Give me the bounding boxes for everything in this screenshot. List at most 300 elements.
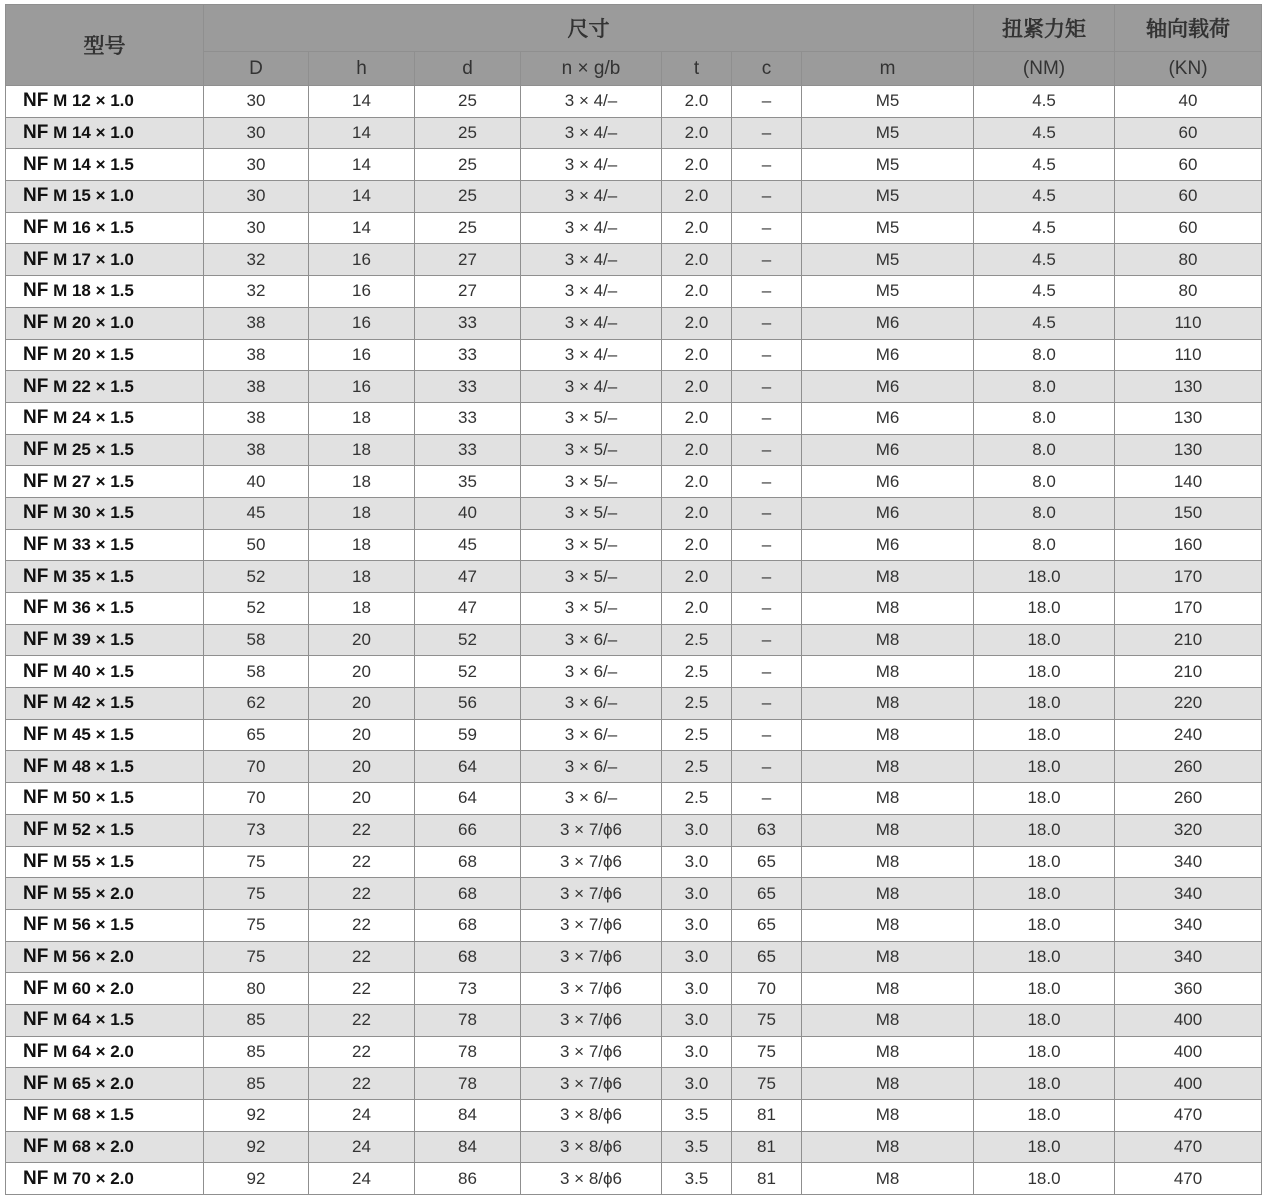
cell-load: 80 (1115, 244, 1262, 276)
cell-t: 2.0 (662, 466, 732, 498)
model-cell (6, 751, 204, 783)
cell-load: 60 (1115, 117, 1262, 149)
cell-ngb: 3 × 8/ϕ6 (521, 1163, 662, 1195)
cell-h: 14 (309, 181, 415, 213)
cell-d: 86 (415, 1163, 521, 1195)
cell-h: 22 (309, 941, 415, 973)
model-prefix: NF (23, 977, 49, 999)
cell-ngb: 3 × 6/– (521, 719, 662, 751)
model-cell (6, 529, 204, 561)
col-header-h: h (309, 52, 415, 86)
model-prefix: NF (23, 660, 49, 682)
model-code: M 70 × 2.0 (53, 1168, 134, 1188)
cell-load: 130 (1115, 434, 1262, 466)
cell-m: M8 (802, 909, 974, 941)
col-header-m: m (802, 52, 974, 86)
model-cell (6, 593, 204, 625)
model-cell (6, 783, 204, 815)
cell-c: 81 (732, 1100, 802, 1132)
cell-t: 2.5 (662, 656, 732, 688)
cell-t: 2.0 (662, 593, 732, 625)
cell-D: 80 (204, 973, 309, 1005)
cell-load: 360 (1115, 973, 1262, 1005)
model-prefix: NF (23, 90, 49, 112)
cell-m: M8 (802, 1068, 974, 1100)
cell-load: 340 (1115, 878, 1262, 910)
cell-c: – (732, 244, 802, 276)
cell-torque: 18.0 (974, 1131, 1115, 1163)
cell-load: 60 (1115, 181, 1262, 213)
model-prefix: NF (23, 565, 49, 587)
cell-m: M5 (802, 117, 974, 149)
cell-ngb: 3 × 5/– (521, 402, 662, 434)
cell-m: M6 (802, 466, 974, 498)
cell-load: 60 (1115, 149, 1262, 181)
cell-load: 340 (1115, 846, 1262, 878)
cell-t: 2.5 (662, 624, 732, 656)
cell-c: – (732, 339, 802, 371)
cell-d: 52 (415, 656, 521, 688)
cell-h: 22 (309, 1036, 415, 1068)
cell-D: 73 (204, 814, 309, 846)
model-code: M 24 × 1.5 (53, 408, 134, 428)
cell-ngb: 3 × 5/– (521, 561, 662, 593)
cell-t: 3.5 (662, 1163, 732, 1195)
cell-t: 2.0 (662, 86, 732, 118)
cell-c: 81 (732, 1163, 802, 1195)
cell-m: M5 (802, 149, 974, 181)
cell-load: 220 (1115, 688, 1262, 720)
cell-torque: 18.0 (974, 1036, 1115, 1068)
model-cell (6, 973, 204, 1005)
cell-h: 24 (309, 1163, 415, 1195)
model-cell (6, 276, 204, 308)
model-cell (6, 561, 204, 593)
cell-m: M8 (802, 751, 974, 783)
cell-D: 58 (204, 624, 309, 656)
cell-d: 78 (415, 1068, 521, 1100)
cell-h: 22 (309, 814, 415, 846)
cell-D: 30 (204, 117, 309, 149)
model-code: M 22 × 1.5 (53, 376, 134, 396)
cell-m: M8 (802, 1036, 974, 1068)
cell-d: 84 (415, 1131, 521, 1163)
cell-D: 30 (204, 212, 309, 244)
cell-t: 3.5 (662, 1100, 732, 1132)
cell-D: 52 (204, 593, 309, 625)
cell-torque: 18.0 (974, 973, 1115, 1005)
model-code: M 27 × 1.5 (53, 471, 134, 491)
cell-h: 18 (309, 497, 415, 529)
table-row (6, 656, 1262, 688)
cell-torque: 18.0 (974, 1004, 1115, 1036)
table-row (6, 941, 1262, 973)
cell-ngb: 3 × 7/ϕ6 (521, 1068, 662, 1100)
model-prefix: NF (23, 185, 49, 207)
col-header-D: D (204, 52, 309, 86)
cell-torque: 4.5 (974, 212, 1115, 244)
cell-D: 50 (204, 529, 309, 561)
table-row (6, 1004, 1262, 1036)
cell-h: 22 (309, 909, 415, 941)
cell-D: 85 (204, 1004, 309, 1036)
cell-ngb: 3 × 5/– (521, 434, 662, 466)
cell-D: 30 (204, 149, 309, 181)
cell-h: 20 (309, 719, 415, 751)
dimensions-header: 尺寸 (204, 5, 974, 52)
model-code: M 18 × 1.5 (53, 281, 134, 301)
model-code: M 39 × 1.5 (53, 630, 134, 650)
model-prefix: NF (23, 217, 49, 239)
model-prefix: NF (23, 755, 49, 777)
model-cell (6, 814, 204, 846)
cell-t: 3.0 (662, 1004, 732, 1036)
cell-m: M5 (802, 244, 974, 276)
cell-ngb: 3 × 5/– (521, 466, 662, 498)
cell-t: 3.0 (662, 814, 732, 846)
model-prefix: NF (23, 470, 49, 492)
model-code: M 56 × 2.0 (53, 946, 134, 966)
cell-torque: 18.0 (974, 878, 1115, 910)
cell-ngb: 3 × 4/– (521, 181, 662, 213)
model-prefix: NF (23, 1040, 49, 1062)
cell-load: 400 (1115, 1036, 1262, 1068)
cell-D: 75 (204, 909, 309, 941)
model-cell (6, 181, 204, 213)
cell-h: 20 (309, 624, 415, 656)
cell-h: 14 (309, 86, 415, 118)
cell-m: M8 (802, 719, 974, 751)
cell-torque: 18.0 (974, 1068, 1115, 1100)
cell-t: 2.0 (662, 402, 732, 434)
cell-ngb: 3 × 7/ϕ6 (521, 814, 662, 846)
cell-c: – (732, 593, 802, 625)
cell-h: 20 (309, 688, 415, 720)
table-row (6, 117, 1262, 149)
table-row (6, 212, 1262, 244)
cell-d: 35 (415, 466, 521, 498)
cell-c: 75 (732, 1068, 802, 1100)
cell-D: 40 (204, 466, 309, 498)
model-prefix: NF (23, 1167, 49, 1189)
cell-m: M5 (802, 181, 974, 213)
cell-c: 65 (732, 909, 802, 941)
model-prefix: NF (23, 629, 49, 651)
table-row (6, 466, 1262, 498)
cell-load: 340 (1115, 941, 1262, 973)
cell-ngb: 3 × 6/– (521, 624, 662, 656)
cell-D: 38 (204, 307, 309, 339)
cell-load: 260 (1115, 783, 1262, 815)
table-row (6, 149, 1262, 181)
cell-torque: 8.0 (974, 497, 1115, 529)
model-code: M 40 × 1.5 (53, 661, 134, 681)
model-cell (6, 1163, 204, 1195)
cell-c: – (732, 719, 802, 751)
model-prefix: NF (23, 407, 49, 429)
model-prefix: NF (23, 280, 49, 302)
model-cell (6, 941, 204, 973)
cell-m: M6 (802, 402, 974, 434)
cell-h: 24 (309, 1100, 415, 1132)
cell-m: M5 (802, 86, 974, 118)
table-row (6, 276, 1262, 308)
cell-d: 64 (415, 751, 521, 783)
model-code: M 64 × 1.5 (53, 1010, 134, 1030)
model-code: M 17 × 1.0 (53, 249, 134, 269)
cell-D: 85 (204, 1068, 309, 1100)
cell-d: 64 (415, 783, 521, 815)
cell-load: 470 (1115, 1100, 1262, 1132)
cell-load: 130 (1115, 402, 1262, 434)
cell-torque: 4.5 (974, 117, 1115, 149)
cell-c: – (732, 86, 802, 118)
cell-torque: 18.0 (974, 561, 1115, 593)
model-cell (6, 466, 204, 498)
cell-torque: 18.0 (974, 688, 1115, 720)
cell-load: 130 (1115, 371, 1262, 403)
cell-D: 75 (204, 941, 309, 973)
cell-h: 14 (309, 117, 415, 149)
cell-c: – (732, 624, 802, 656)
cell-d: 59 (415, 719, 521, 751)
table-row (6, 86, 1262, 118)
table-row (6, 1131, 1262, 1163)
cell-d: 66 (415, 814, 521, 846)
cell-t: 2.5 (662, 719, 732, 751)
cell-m: M8 (802, 1131, 974, 1163)
cell-m: M8 (802, 1100, 974, 1132)
cell-c: 63 (732, 814, 802, 846)
cell-ngb: 3 × 5/– (521, 593, 662, 625)
cell-t: 2.0 (662, 529, 732, 561)
cell-c: – (732, 181, 802, 213)
model-cell (6, 719, 204, 751)
cell-ngb: 3 × 7/ϕ6 (521, 941, 662, 973)
cell-h: 18 (309, 529, 415, 561)
cell-d: 25 (415, 86, 521, 118)
model-prefix: NF (23, 312, 49, 334)
model-code: M 25 × 1.5 (53, 439, 134, 459)
model-code: M 50 × 1.5 (53, 788, 134, 808)
cell-ngb: 3 × 8/ϕ6 (521, 1131, 662, 1163)
cell-D: 52 (204, 561, 309, 593)
cell-m: M6 (802, 529, 974, 561)
model-code: M 56 × 1.5 (53, 915, 134, 935)
model-prefix: NF (23, 787, 49, 809)
cell-t: 2.5 (662, 783, 732, 815)
table-row (6, 402, 1262, 434)
model-code: M 30 × 1.5 (53, 503, 134, 523)
cell-m: M8 (802, 814, 974, 846)
cell-d: 27 (415, 244, 521, 276)
table-row (6, 1068, 1262, 1100)
table-row (6, 846, 1262, 878)
cell-h: 14 (309, 149, 415, 181)
model-cell (6, 1100, 204, 1132)
table-row (6, 1163, 1262, 1195)
cell-h: 16 (309, 339, 415, 371)
cell-c: – (732, 497, 802, 529)
table-row (6, 434, 1262, 466)
cell-D: 32 (204, 276, 309, 308)
table-row (6, 593, 1262, 625)
cell-t: 2.5 (662, 688, 732, 720)
cell-m: M6 (802, 371, 974, 403)
cell-t: 2.0 (662, 149, 732, 181)
cell-d: 78 (415, 1036, 521, 1068)
cell-D: 92 (204, 1163, 309, 1195)
cell-m: M6 (802, 339, 974, 371)
cell-load: 260 (1115, 751, 1262, 783)
table-row (6, 307, 1262, 339)
cell-load: 400 (1115, 1004, 1262, 1036)
model-code: M 55 × 1.5 (53, 851, 134, 871)
cell-h: 18 (309, 466, 415, 498)
table-row (6, 909, 1262, 941)
model-prefix: NF (23, 1104, 49, 1126)
cell-h: 16 (309, 307, 415, 339)
cell-d: 73 (415, 973, 521, 1005)
cell-D: 38 (204, 434, 309, 466)
cell-m: M6 (802, 434, 974, 466)
model-prefix: NF (23, 375, 49, 397)
cell-d: 45 (415, 529, 521, 561)
cell-ngb: 3 × 7/ϕ6 (521, 1004, 662, 1036)
cell-torque: 18.0 (974, 719, 1115, 751)
cell-d: 27 (415, 276, 521, 308)
cell-t: 2.0 (662, 117, 732, 149)
cell-ngb: 3 × 6/– (521, 656, 662, 688)
cell-c: – (732, 371, 802, 403)
model-cell (6, 1004, 204, 1036)
cell-ngb: 3 × 4/– (521, 149, 662, 181)
cell-c: – (732, 561, 802, 593)
table-row (6, 244, 1262, 276)
table-row (6, 561, 1262, 593)
model-prefix: NF (23, 502, 49, 524)
cell-torque: 18.0 (974, 846, 1115, 878)
model-cell (6, 149, 204, 181)
cell-ngb: 3 × 6/– (521, 751, 662, 783)
cell-D: 30 (204, 181, 309, 213)
model-prefix: NF (23, 248, 49, 270)
cell-h: 24 (309, 1131, 415, 1163)
table-row (6, 878, 1262, 910)
table-row (6, 371, 1262, 403)
model-cell (6, 909, 204, 941)
model-code: M 12 × 1.0 (53, 91, 134, 111)
cell-load: 160 (1115, 529, 1262, 561)
spec-table-container (5, 4, 1231, 1196)
model-prefix: NF (23, 153, 49, 175)
cell-h: 16 (309, 244, 415, 276)
cell-t: 2.0 (662, 339, 732, 371)
cell-d: 25 (415, 149, 521, 181)
table-row (6, 783, 1262, 815)
cell-ngb: 3 × 6/– (521, 688, 662, 720)
table-row (6, 973, 1262, 1005)
cell-ngb: 3 × 4/– (521, 276, 662, 308)
cell-c: – (732, 149, 802, 181)
cell-load: 40 (1115, 86, 1262, 118)
cell-m: M5 (802, 276, 974, 308)
model-code: M 52 × 1.5 (53, 820, 134, 840)
cell-load: 470 (1115, 1131, 1262, 1163)
cell-load: 170 (1115, 593, 1262, 625)
cell-t: 3.5 (662, 1131, 732, 1163)
cell-ngb: 3 × 4/– (521, 244, 662, 276)
cell-ngb: 3 × 5/– (521, 497, 662, 529)
cell-h: 20 (309, 656, 415, 688)
table-row (6, 688, 1262, 720)
model-cell (6, 1036, 204, 1068)
table-row (6, 339, 1262, 371)
cell-h: 16 (309, 371, 415, 403)
cell-D: 92 (204, 1131, 309, 1163)
cell-t: 3.0 (662, 941, 732, 973)
table-row (6, 1036, 1262, 1068)
cell-D: 38 (204, 339, 309, 371)
cell-torque: 4.5 (974, 86, 1115, 118)
cell-load: 150 (1115, 497, 1262, 529)
cell-h: 22 (309, 973, 415, 1005)
table-row (6, 497, 1262, 529)
cell-m: M6 (802, 307, 974, 339)
cell-torque: 4.5 (974, 181, 1115, 213)
cell-load: 110 (1115, 307, 1262, 339)
cell-ngb: 3 × 4/– (521, 117, 662, 149)
model-code: M 14 × 1.5 (53, 154, 134, 174)
cell-ngb: 3 × 7/ϕ6 (521, 846, 662, 878)
model-prefix: NF (23, 945, 49, 967)
model-cell (6, 624, 204, 656)
model-prefix: NF (23, 914, 49, 936)
cell-c: – (732, 751, 802, 783)
table-row (6, 624, 1262, 656)
model-cell (6, 212, 204, 244)
cell-h: 22 (309, 878, 415, 910)
table-row (6, 529, 1262, 561)
cell-c: – (732, 688, 802, 720)
cell-torque: 8.0 (974, 371, 1115, 403)
cell-h: 20 (309, 783, 415, 815)
model-code: M 64 × 2.0 (53, 1041, 134, 1061)
cell-h: 18 (309, 402, 415, 434)
model-cell (6, 878, 204, 910)
model-prefix: NF (23, 1136, 49, 1158)
model-prefix: NF (23, 724, 49, 746)
cell-d: 33 (415, 307, 521, 339)
cell-m: M8 (802, 656, 974, 688)
cell-c: 65 (732, 941, 802, 973)
cell-m: M8 (802, 593, 974, 625)
table-row (6, 814, 1262, 846)
table-row (6, 719, 1262, 751)
model-code: M 36 × 1.5 (53, 598, 134, 618)
cell-c: 75 (732, 1004, 802, 1036)
cell-ngb: 3 × 4/– (521, 307, 662, 339)
cell-D: 38 (204, 402, 309, 434)
cell-m: M8 (802, 1163, 974, 1195)
cell-d: 68 (415, 846, 521, 878)
model-code: M 60 × 2.0 (53, 978, 134, 998)
model-code: M 15 × 1.0 (53, 186, 134, 206)
cell-load: 240 (1115, 719, 1262, 751)
torque-header: 扭紧力矩 (974, 5, 1115, 52)
cell-torque: 18.0 (974, 656, 1115, 688)
cell-D: 75 (204, 878, 309, 910)
